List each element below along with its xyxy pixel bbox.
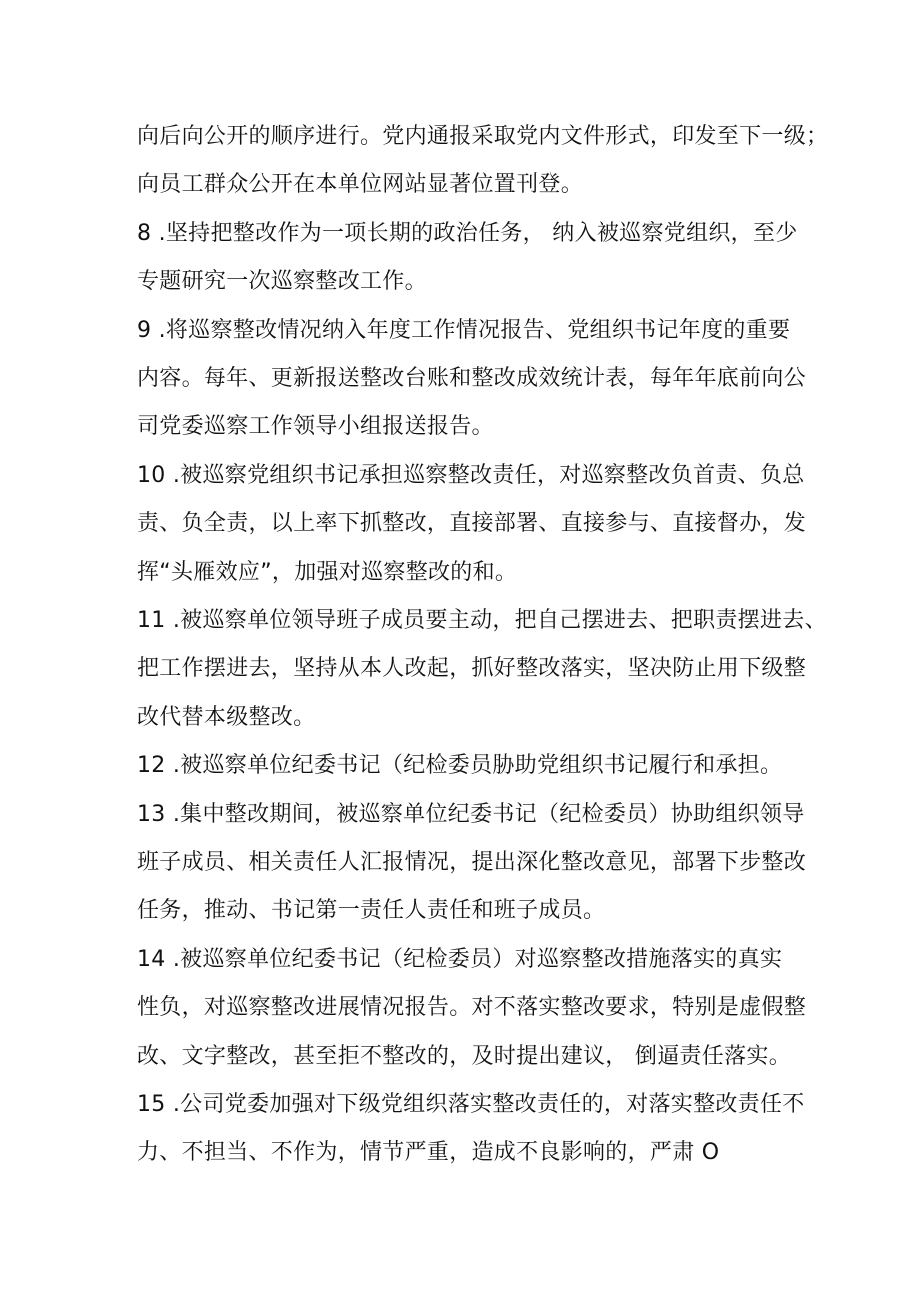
text-line: 向后向公开的顺序进行。党内通报采取党内文件形式，印发至下一级； — [137, 124, 829, 149]
text-line: 挥“头雁效应”，加强对巡察整改的和。 — [137, 560, 518, 585]
list-item-12: 12 .被巡察单位纪委书记（纪检委员胁助党组织书记履行和承担。 — [137, 753, 783, 778]
list-item-9: 9 .将巡察整改情况纳入年度工作情况报告、党组织书记年度的重要 — [137, 318, 791, 343]
text-line: 责、负全责，以上率下抓整改，直接部署、直接参与、直接督办，发 — [137, 511, 807, 536]
text-line: 性负，对巡察整改进展情况报告。对不落实整改要求，特别是虚假整 — [137, 995, 807, 1020]
text-line: 任务，推动、书记第一责任人责任和班子成员。 — [137, 898, 606, 923]
text-line: 向员工群众公开在本单位网站显著位置刊登。 — [137, 172, 584, 197]
text-line: 专题研究一次巡察整改工作。 — [137, 269, 427, 294]
text-line: 改、文字整改，甚至拒不整改的，及时提出建议， 倒逼责任落实。 — [137, 1044, 791, 1069]
text-line: 班子成员、相关责任人汇报情况，提出深化整改意见，部署下步整改 — [137, 850, 807, 875]
text-line: 力、不担当、不作为，情节严重，造成不良影响的，严肃 O — [137, 1140, 720, 1165]
text-line: 把工作摆进去，坚持从本人改起，抓好整改落实，坚决防止用下级整 — [137, 656, 807, 681]
list-item-8: 8 .坚持把整改作为一项长期的政治任务， 纳入被巡察党组织，至少 — [137, 221, 798, 246]
list-item-14: 14 .被巡察单位纪委书记（纪检委员）对巡察整改措施落实的真实 — [137, 947, 783, 972]
list-item-10: 10 .被巡察党组织书记承担巡察整改责任，对巡察整改负首责、负总 — [137, 463, 805, 488]
text-line: 内容。每年、更新报送整改台账和整改成效统计表，每年年底前向公 — [137, 366, 807, 391]
list-item-15: 15 .公司党委加强对下级党组织落实整改责任的，对落实整改责任不 — [137, 1092, 805, 1117]
text-line: 司党委巡察工作领导小组报送报告。 — [137, 414, 494, 439]
text-line: 改代替本级整改。 — [137, 705, 316, 730]
list-item-11: 11 .被巡察单位领导班子成员要主动，把自己摆进去、把职责摆进去、 — [137, 608, 827, 633]
list-item-13: 13 .集中整改期间，被巡察单位纪委书记（纪检委员）协助组织领导 — [137, 802, 805, 827]
